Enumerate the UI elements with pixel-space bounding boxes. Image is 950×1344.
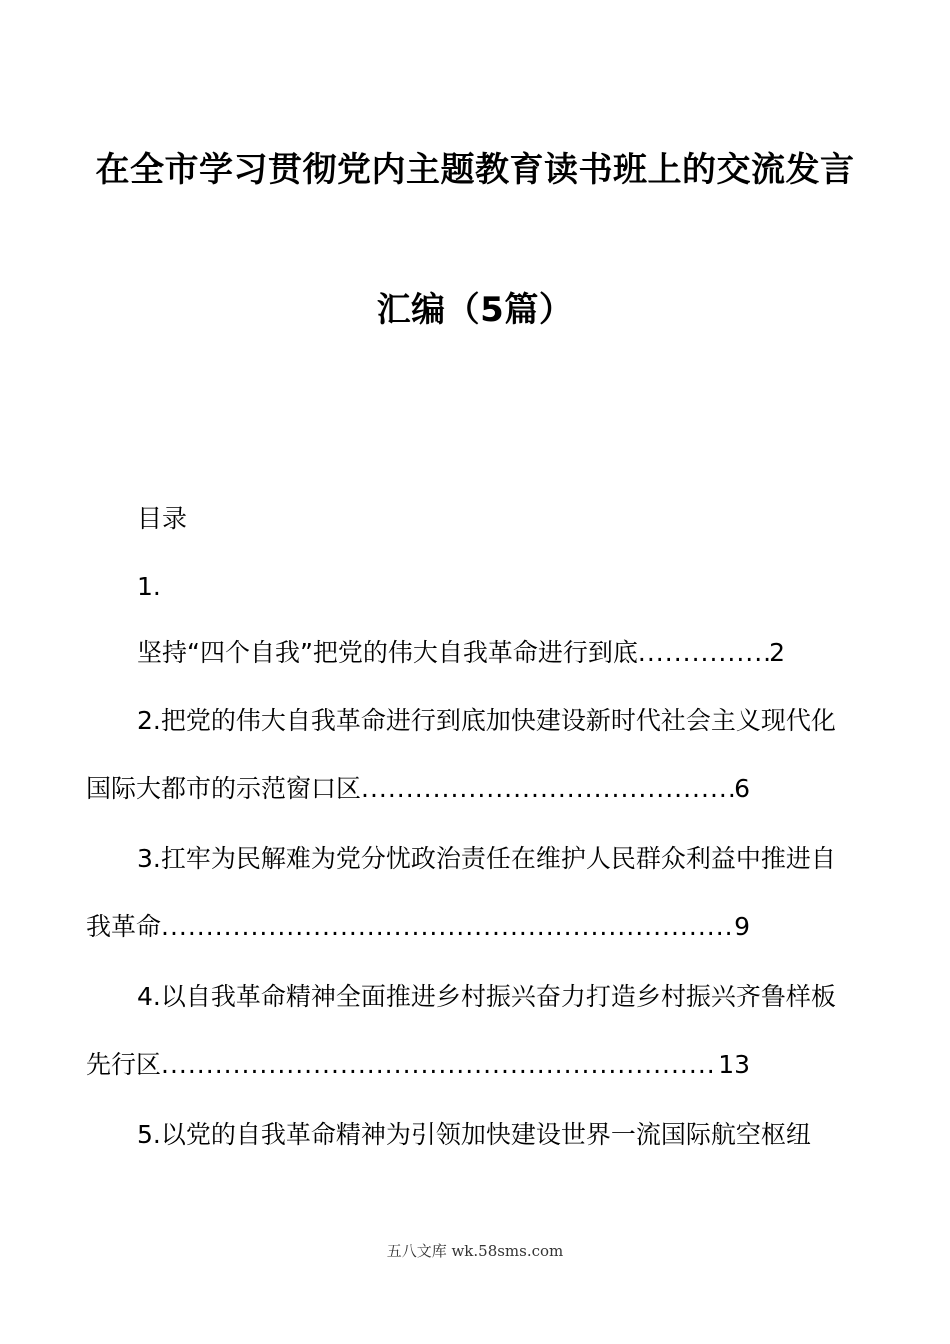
toc-entry-3-line-2: 我革命 — [86, 912, 162, 941]
toc-entry-4-line-1[interactable]: 4.以自我革命精神全面推进乡村振兴奋力打造乡村振兴齐鲁样板 — [137, 982, 836, 1011]
toc-entry-3[interactable] — [86, 910, 750, 944]
toc-leader-dots — [161, 910, 734, 944]
document-title-line-2: 汇编（5篇） — [376, 290, 574, 330]
toc-entry-2[interactable] — [86, 772, 750, 806]
toc-entry-2-line-2: 国际大都市的示范窗口区 — [86, 774, 362, 803]
toc-entry-4-page: 13 — [718, 1050, 750, 1079]
toc-entry-3-line-1[interactable]: 3.扛牢为民解难为党分忧政治责任在维护人民群众利益中推进自 — [137, 844, 836, 873]
toc-entry-1-text: 坚持“四个自我”把党的伟大自我革命进行到底 — [137, 638, 638, 667]
toc-leader-dots — [161, 1048, 718, 1082]
toc-entry-5-line-1[interactable]: 5.以党的自我革命精神为引领加快建设世界一流国际航空枢纽 — [137, 1120, 811, 1149]
toc-entry-4[interactable] — [86, 1048, 750, 1082]
toc-entry-3-page: 9 — [734, 912, 750, 941]
toc-entry-1-number: 1. — [137, 572, 161, 601]
toc-entry-2-page: 6 — [734, 774, 750, 803]
footer-watermark: 五八文库 wk.58sms.com — [386, 1242, 564, 1260]
toc-entry-1-page: 2 — [769, 638, 785, 667]
toc-leader-dots — [361, 772, 734, 806]
toc-heading: 目录 — [137, 504, 188, 533]
toc-entry-4-line-2: 先行区 — [86, 1050, 162, 1079]
toc-entry-2-line-1[interactable]: 2.把党的伟大自我革命进行到底加快建设新时代社会主义现代化 — [137, 706, 836, 735]
toc-entry-1[interactable] — [137, 636, 785, 670]
document-title-line-1: 在全市学习贯彻党内主题教育读书班上的交流发言 — [95, 150, 855, 190]
toc-leader-dots — [638, 636, 769, 670]
